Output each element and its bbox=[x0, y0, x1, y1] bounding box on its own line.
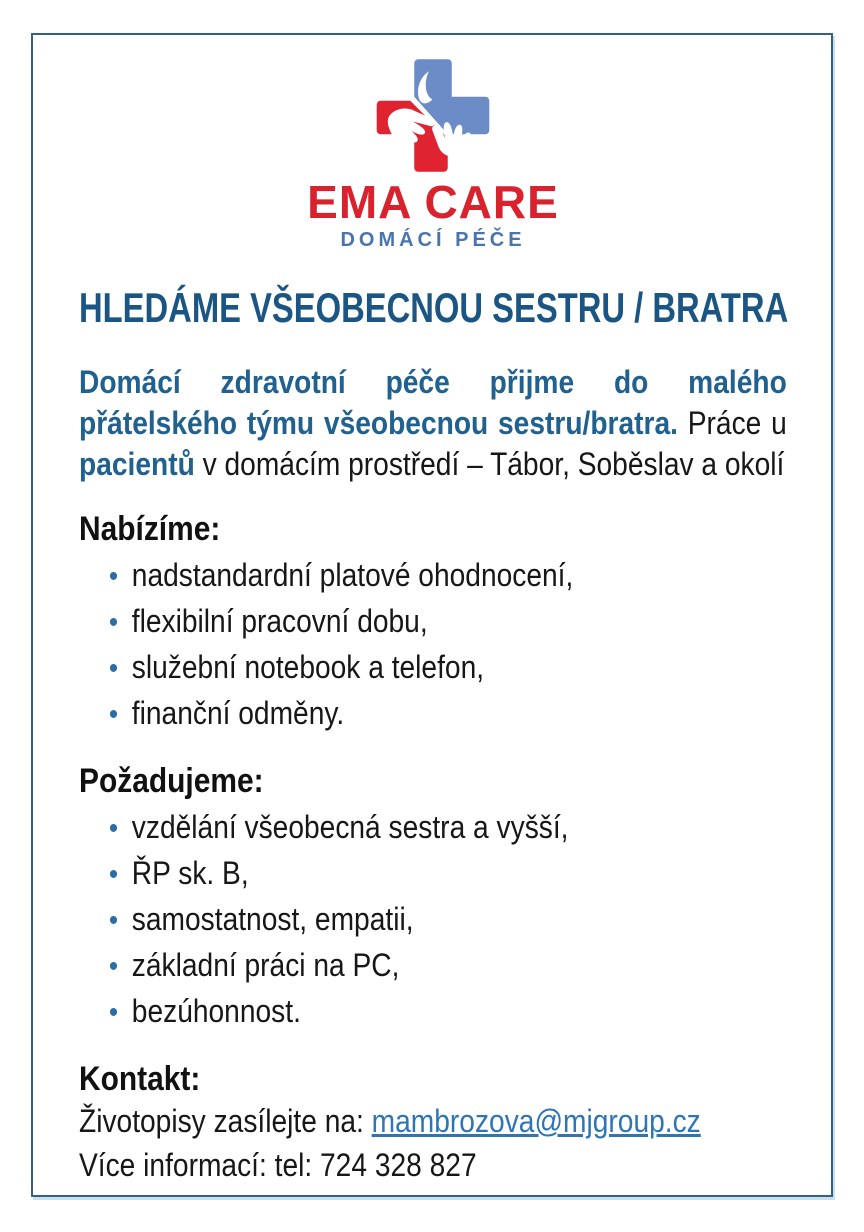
bullet-icon: • bbox=[108, 950, 119, 984]
bullet-text: bezúhonnost. bbox=[131, 993, 301, 1030]
bullet-text: služební notebook a telefon, bbox=[131, 649, 485, 686]
bullet-icon: • bbox=[108, 904, 119, 938]
cv-line bbox=[79, 1099, 787, 1143]
cross-hands-logo-icon bbox=[366, 55, 500, 176]
list-item bbox=[79, 645, 787, 691]
info-line bbox=[79, 1143, 787, 1187]
bullet-icon: • bbox=[108, 698, 119, 732]
email-link[interactable]: mambrozova@mjgroup.cz bbox=[371, 1103, 701, 1140]
bullet-text: flexibilní pracovní dobu, bbox=[131, 603, 428, 640]
page-title: HLEDÁME VŠEOBECNOU SESTRU / BRATRA bbox=[79, 284, 789, 332]
info-label: Více informací: tel: bbox=[79, 1147, 321, 1184]
section-contact bbox=[79, 1059, 787, 1187]
bullet-icon: • bbox=[108, 652, 119, 686]
bullet-icon: • bbox=[108, 996, 119, 1030]
intro-highlight-2: pacientů bbox=[79, 446, 195, 483]
list-item bbox=[79, 691, 787, 737]
phone-number: 724 328 827 bbox=[320, 1147, 477, 1184]
bullet-text: základní práci na PC, bbox=[131, 947, 400, 984]
bullet-icon: • bbox=[108, 560, 119, 594]
cv-label: Životopisy zasílejte na: bbox=[79, 1103, 372, 1140]
list-item bbox=[79, 805, 787, 851]
brand-tagline: DOMÁCÍ PÉČE bbox=[340, 229, 526, 252]
intro-highlight-1: Domácí zdravotní péče přijme do malého přátelského týmu všeobecnou sestru/bratra. bbox=[79, 364, 787, 442]
list-item bbox=[79, 989, 787, 1035]
contact-title: Kontakt: bbox=[79, 1060, 201, 1099]
list-item bbox=[79, 897, 787, 943]
bullet-icon: • bbox=[108, 858, 119, 892]
intro-paragraph bbox=[79, 362, 787, 485]
requirements-title: Požadujeme: bbox=[79, 762, 264, 801]
logo-block bbox=[79, 55, 787, 252]
offer-list bbox=[79, 553, 787, 737]
list-item bbox=[79, 851, 787, 897]
bullet-text: finanční odměny. bbox=[131, 695, 345, 732]
brand-name: EMA CARE bbox=[307, 176, 559, 228]
bullet-icon: • bbox=[108, 812, 119, 846]
list-item bbox=[79, 599, 787, 645]
list-item bbox=[79, 943, 787, 989]
bullet-icon: • bbox=[108, 606, 119, 640]
bullet-text: ŘP sk. B, bbox=[131, 855, 249, 892]
list-item bbox=[79, 553, 787, 599]
bullet-text: samostatnost, empatii, bbox=[131, 901, 414, 938]
bullet-text: nadstandardní platové ohodnocení, bbox=[131, 557, 574, 594]
intro-plain-1: Práce u bbox=[677, 405, 787, 442]
section-offer bbox=[79, 509, 787, 737]
offer-title: Nabízíme: bbox=[79, 510, 221, 549]
requirements-list bbox=[79, 805, 787, 1035]
section-requirements bbox=[79, 761, 787, 1035]
page-frame bbox=[31, 33, 833, 1197]
bullet-text: vzdělání všeobecná sestra a vyšší, bbox=[131, 809, 569, 846]
intro-plain-2: v domácím prostředí – Tábor, Soběslav a okolí bbox=[194, 446, 785, 483]
flyer-content bbox=[33, 35, 831, 1187]
